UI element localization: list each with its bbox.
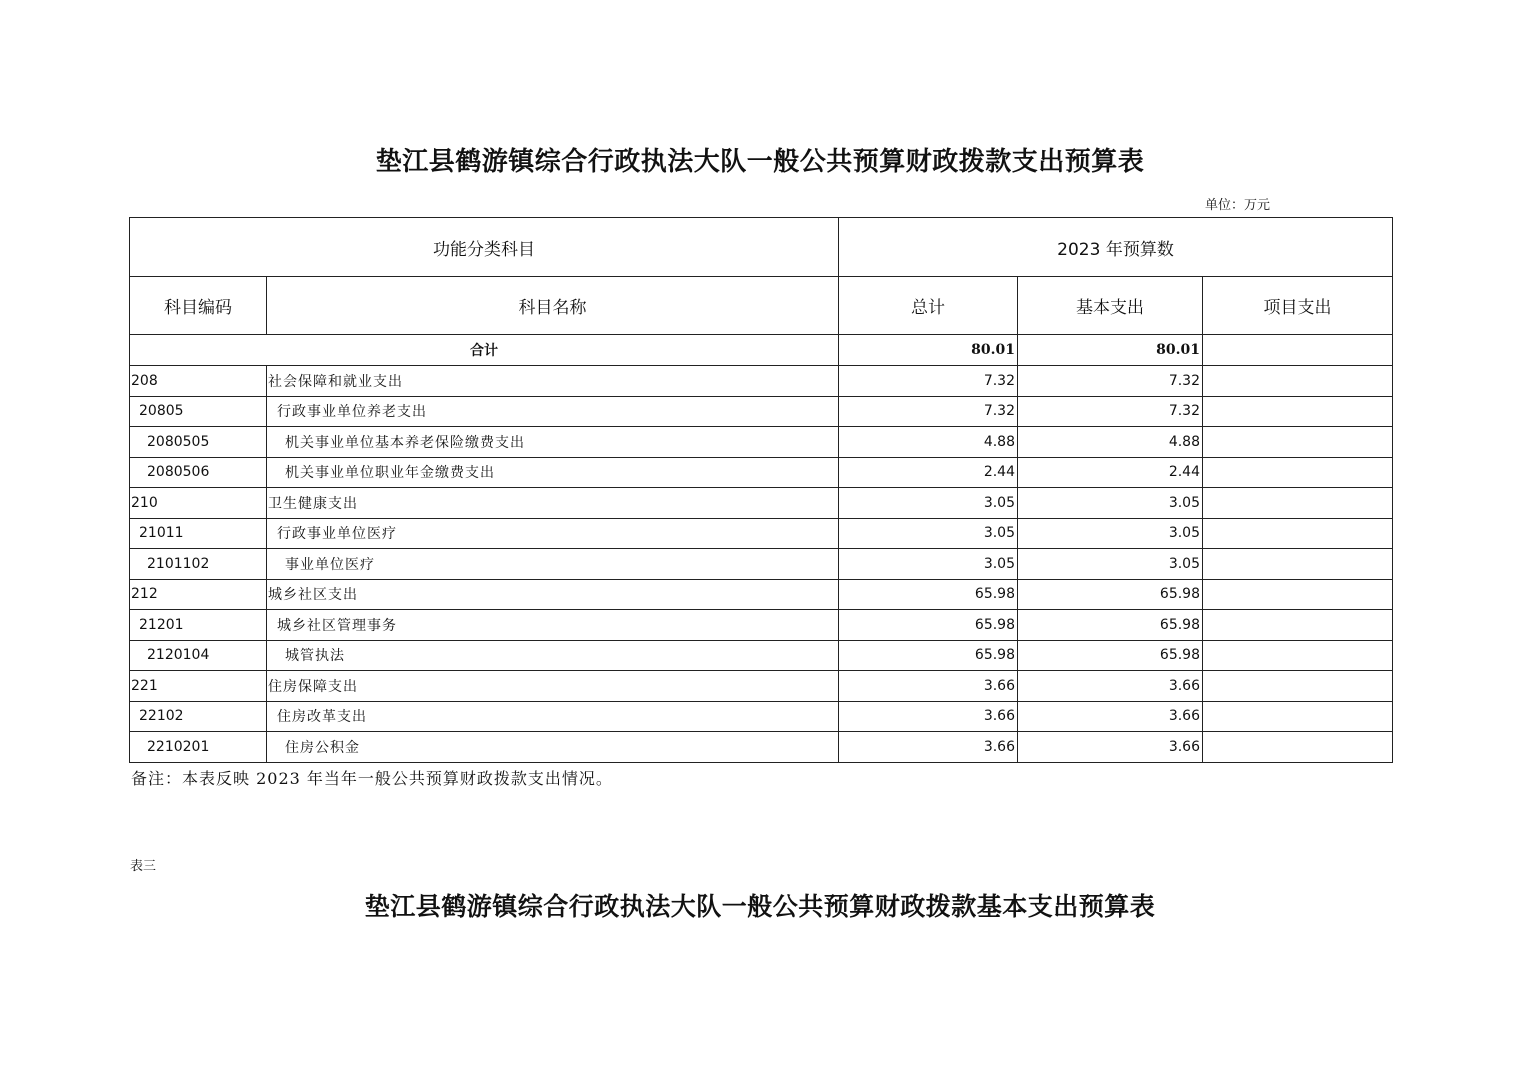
total-label: 合计 [130, 335, 839, 366]
header-basic: 基本支出 [1018, 277, 1203, 335]
row-project [1203, 640, 1393, 671]
table-row [130, 396, 1393, 427]
row-basic: 7.32 [1018, 366, 1203, 397]
row-code: 210 [130, 488, 267, 519]
row-basic: 3.66 [1018, 671, 1203, 702]
table-row [130, 488, 1393, 519]
row-code: 208 [130, 366, 267, 397]
header-name: 科目名称 [267, 277, 839, 335]
row-total: 3.05 [839, 518, 1018, 549]
table-row [130, 427, 1393, 458]
table-row [130, 610, 1393, 641]
row-basic: 7.32 [1018, 396, 1203, 427]
header-row-2 [130, 277, 1393, 335]
row-total: 7.32 [839, 396, 1018, 427]
row-basic: 3.66 [1018, 732, 1203, 763]
row-total: 65.98 [839, 579, 1018, 610]
row-project [1203, 427, 1393, 458]
row-project [1203, 732, 1393, 763]
row-basic: 65.98 [1018, 640, 1203, 671]
row-name: 城管执法 [267, 640, 839, 671]
row-code: 212 [130, 579, 267, 610]
row-code: 2080506 [130, 457, 267, 488]
next-table-tag: 表三 [130, 859, 157, 874]
row-total: 3.66 [839, 671, 1018, 702]
row-name: 行政事业单位医疗 [267, 518, 839, 549]
row-name: 行政事业单位养老支出 [267, 396, 839, 427]
row-name: 机关事业单位基本养老保险缴费支出 [267, 427, 839, 458]
row-total: 3.05 [839, 488, 1018, 519]
total-basic: 80.01 [1018, 335, 1203, 366]
row-basic: 4.88 [1018, 427, 1203, 458]
row-name: 社会保障和就业支出 [267, 366, 839, 397]
row-name: 事业单位医疗 [267, 549, 839, 580]
unit-label: 单位：万元 [1205, 198, 1271, 213]
row-code: 22102 [130, 701, 267, 732]
row-project [1203, 610, 1393, 641]
table-note: 备注：本表反映 2023 年当年一般公共预算财政拨款支出情况。 [131, 769, 613, 788]
row-name: 住房保障支出 [267, 671, 839, 702]
row-project [1203, 457, 1393, 488]
row-basic: 3.05 [1018, 549, 1203, 580]
budget-table [129, 217, 1393, 763]
row-name: 卫生健康支出 [267, 488, 839, 519]
row-total: 2.44 [839, 457, 1018, 488]
row-basic: 3.05 [1018, 488, 1203, 519]
row-code: 20805 [130, 396, 267, 427]
row-code: 2120104 [130, 640, 267, 671]
row-code: 2080505 [130, 427, 267, 458]
row-total: 4.88 [839, 427, 1018, 458]
row-project [1203, 488, 1393, 519]
next-table-title: 垫江县鹤游镇综合行政执法大队一般公共预算财政拨款基本支出预算表 [364, 892, 1156, 921]
row-name: 城乡社区管理事务 [267, 610, 839, 641]
row-total: 3.05 [839, 549, 1018, 580]
row-name: 城乡社区支出 [267, 579, 839, 610]
table-row [130, 732, 1393, 763]
row-project [1203, 518, 1393, 549]
row-total: 65.98 [839, 640, 1018, 671]
row-code: 21201 [130, 610, 267, 641]
header-func-subject: 功能分类科目 [130, 218, 839, 277]
budget-table-body [130, 218, 1393, 763]
row-total: 3.66 [839, 732, 1018, 763]
total-row [130, 335, 1393, 366]
row-total: 3.66 [839, 701, 1018, 732]
row-basic: 2.44 [1018, 457, 1203, 488]
row-project [1203, 549, 1393, 580]
row-basic: 3.05 [1018, 518, 1203, 549]
table-row [130, 640, 1393, 671]
row-project [1203, 701, 1393, 732]
row-total: 65.98 [839, 610, 1018, 641]
total-sum: 80.01 [839, 335, 1018, 366]
page-title: 垫江县鹤游镇综合行政执法大队一般公共预算财政拨款支出预算表 [375, 147, 1145, 177]
header-row-1 [130, 218, 1393, 277]
header-budget-year: 2023 年预算数 [839, 218, 1393, 277]
row-code: 2101102 [130, 549, 267, 580]
table-row [130, 671, 1393, 702]
row-code: 21011 [130, 518, 267, 549]
table-row [130, 518, 1393, 549]
table-row [130, 457, 1393, 488]
table-row [130, 549, 1393, 580]
row-basic: 65.98 [1018, 610, 1203, 641]
row-project [1203, 671, 1393, 702]
table-row [130, 366, 1393, 397]
row-project [1203, 366, 1393, 397]
header-project: 项目支出 [1203, 277, 1393, 335]
table-row [130, 579, 1393, 610]
row-total: 7.32 [839, 366, 1018, 397]
row-name: 住房改革支出 [267, 701, 839, 732]
row-name: 机关事业单位职业年金缴费支出 [267, 457, 839, 488]
row-basic: 65.98 [1018, 579, 1203, 610]
table-row [130, 701, 1393, 732]
row-code: 2210201 [130, 732, 267, 763]
row-code: 221 [130, 671, 267, 702]
total-project [1203, 335, 1393, 366]
header-code: 科目编码 [130, 277, 267, 335]
row-project [1203, 396, 1393, 427]
header-total: 总计 [839, 277, 1018, 335]
row-project [1203, 579, 1393, 610]
row-basic: 3.66 [1018, 701, 1203, 732]
row-name: 住房公积金 [267, 732, 839, 763]
